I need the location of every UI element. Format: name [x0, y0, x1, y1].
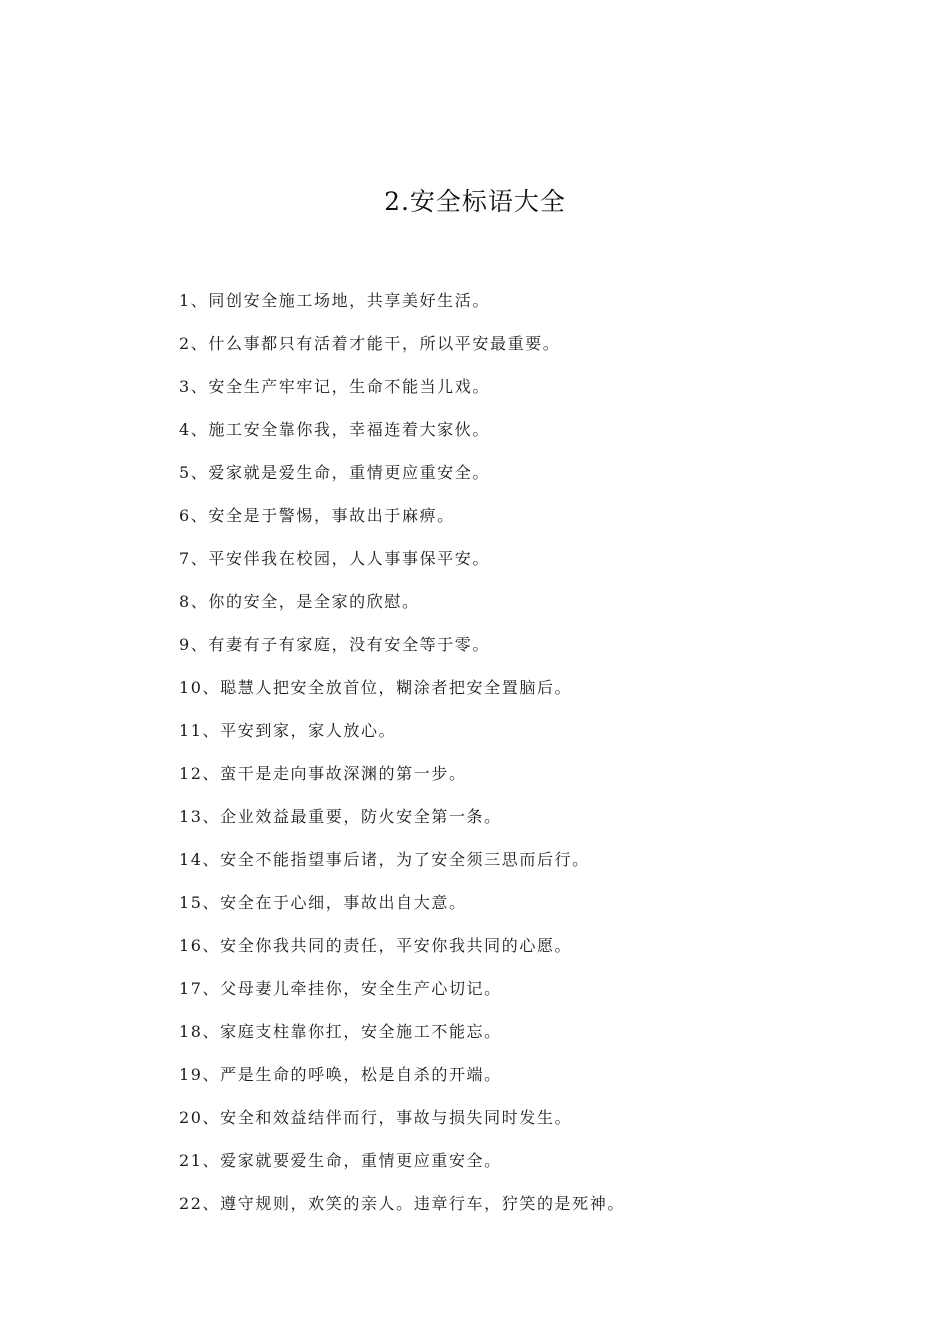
- list-item: 2、什么事都只有活着才能干，所以平安最重要。: [179, 334, 561, 353]
- list-item: 1、同创安全施工场地，共享美好生活。: [179, 291, 490, 310]
- list-item: 12、蛮干是走向事故深渊的第一步。: [179, 764, 467, 783]
- list-item: 15、安全在于心细，事故出自大意。: [179, 893, 467, 912]
- list-item: 3、安全生产牢牢记，生命不能当儿戏。: [179, 377, 490, 396]
- list-item: 8、你的安全，是全家的欣慰。: [179, 592, 420, 611]
- list-item: 14、安全不能指望事后诸，为了安全须三思而后行。: [179, 850, 590, 869]
- list-item: 13、企业效益最重要，防火安全第一条。: [179, 807, 502, 826]
- list-item: 20、安全和效益结伴而行，事故与损失同时发生。: [179, 1108, 573, 1127]
- list-item: 17、父母妻儿牵挂你，安全生产心切记。: [179, 979, 502, 998]
- list-item: 9、有妻有子有家庭，没有安全等于零。: [179, 635, 490, 654]
- list-item: 4、施工安全靠你我，幸福连着大家伙。: [179, 420, 490, 439]
- list-item: 19、严是生命的呼唤，松是自杀的开端。: [179, 1065, 502, 1084]
- list-item: 21、爱家就要爱生命，重情更应重安全。: [179, 1151, 502, 1170]
- list-item: 10、聪慧人把安全放首位，糊涂者把安全置脑后。: [179, 678, 573, 697]
- list-item: 6、安全是于警惕，事故出于麻痹。: [179, 506, 455, 525]
- page-title: 2.安全标语大全: [384, 187, 566, 216]
- list-item: 16、安全你我共同的责任，平安你我共同的心愿。: [179, 936, 573, 955]
- list-item: 5、爱家就是爱生命，重情更应重安全。: [179, 463, 490, 482]
- list-item: 22、遵守规则，欢笑的亲人。违章行车，狞笑的是死神。: [179, 1194, 625, 1213]
- list-item: 18、家庭支柱靠你扛，安全施工不能忘。: [179, 1022, 502, 1041]
- list-item: 11、平安到家，家人放心。: [179, 721, 397, 740]
- list-item: 7、平安伴我在校园，人人事事保平安。: [179, 549, 490, 568]
- slogan-list: [179, 284, 899, 1230]
